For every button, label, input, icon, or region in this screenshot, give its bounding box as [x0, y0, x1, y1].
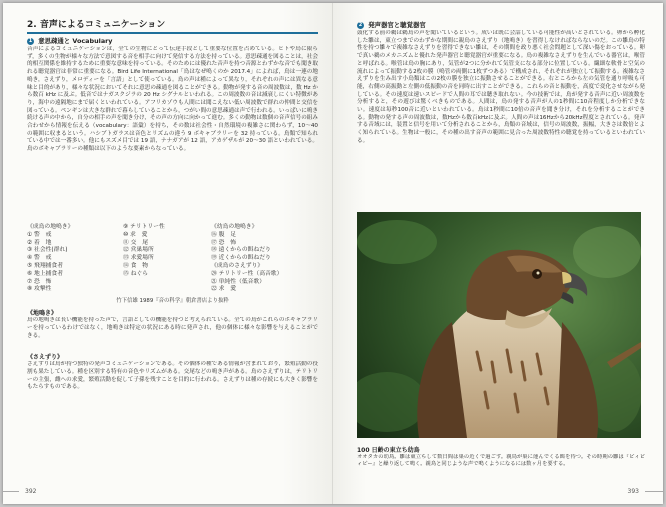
chapter-title: 2. 音声によるコミュニケーション: [27, 17, 318, 34]
vocab-column-1: [27, 224, 123, 294]
vocabulary-list: [27, 224, 318, 294]
vocab-column-2: [123, 224, 211, 294]
intro-paragraph: 音声によるコミュニケーションは，全ての生物にとって伝達手段として重要な位置を占めている。ヒトや鳥に限らず，多くの生物が様々な方法で意図する音を相手に向けて発信する方法を持っている。意思疎通を図ることは，社会的相互関係を維持するために重要な意味を持っている。そのためには優れた音声を持つ音源とわずかな音でも聞き取れる聴覚器官は非常に重要になる。Bird Life International「鳥はなぜ鳴くのか 2017.4」によれば，鳥は一連の地鳴き，さえずり，メロディーを「言語」として使っている。鳥の声は種によって異なり，それぞれの声には異なる意味と目的があり，様々な状況においてそれに意思の疎通を図ることができる。動物が発する音の周波数は，数 Hz から数百 kHz に及ぶ。低音ではナガスクジラの 20 Hz シグナルといわれる。この周波数の音は減衰しにくい特徴があり，海中の遠隔地にまで届くといわれている。アフリカゾウも人間には聞こえない低い周波数で群れの仲間と交信を図っている。ペンギンは大きな群れで暮らしていることから，つがい間の意思疎通は声で行われる。いっぱいに鳴き続ける声の中から，自分の相手の声を聞き分け，その声の方向に向かって進む。多くの動物は数個の音声信号の組み合わせから情報を伝える（vocabulary：語彙）を持ち，その数は社会性・自然環境の複雑さに関わらず，10〜40 の範囲に収まるという。ハシブトガラスは音色とリズムの違う 9 ボキャブラリーを 32 持っている。鳥類で知られている中では一番多い。他にもスズメ目では 19 語，ナナガアが 12 語，アカゲザルが 20〜30 語といわれている。鳥のボキャブラリーの種類は以下のような要素からなっている。: [27, 46, 318, 153]
section-number-badge: 1: [28, 37, 33, 44]
section-title: 発声器官と聴覚器官: [368, 21, 426, 29]
photo-caption: オオタカの幼鳥。雛は東立ちして数日間は巣の近くで過ごす。親鳥が巣に運んでくる餌を待つ。その時期の雛は『ピィピィピー』と繰り返して鳴く。親鳥と同じような声で鳴くようになるには数ヶ月を要する。: [357, 454, 645, 468]
hawk-photo: [357, 212, 641, 438]
right-page: [333, 3, 663, 504]
vocab-item: ㉒ 求 愛: [211, 286, 237, 293]
vocab-item: ⑱ 遠くからの餌ねだり: [211, 247, 271, 254]
vocab-column-3: [211, 224, 282, 294]
section-number-badge: 2: [358, 21, 363, 28]
vocab-item: ⑧ 攻撃性: [27, 286, 52, 293]
vocab-item: ㉑ 単純性（低音歌）: [211, 278, 266, 285]
vocab-item: ① 警 戒: [27, 231, 52, 238]
subsection-body: 鳥の地鳴きは長い機能を持った声で，言語としての機能を持つと考えられている。全ての鳥がこれらのボキャブラリーを持っているわけではなく，地鳴きは特定の状況にある時に発声され，他の個体に様々な影響を与えることができる。: [27, 317, 318, 339]
vocab-heading: 《幼鳥の地鳴き》: [211, 224, 258, 230]
vocab-item: ② 着 地: [27, 239, 52, 246]
section-title: 意思疎通と Vocabulary: [38, 37, 113, 45]
vocab-item: ⑪ 交 尾: [123, 239, 149, 246]
vocab-item: ⑲ 近くからの餌ねだり: [211, 255, 271, 262]
vocab-heading: 《成鳥の地鳴き》: [27, 224, 74, 230]
vocab-item: ⑨ テリトリー性: [123, 224, 165, 230]
vocab-item: ④ 警 戒: [27, 255, 52, 262]
section-heading: [357, 20, 645, 29]
left-page: [3, 3, 333, 504]
vocab-item: ⑰ 恐 怖: [211, 239, 237, 246]
vocab-item: ⑥ 地上捕食者: [27, 270, 64, 277]
vocab-item: ⑮ ねぐら: [123, 270, 149, 277]
subsection-body: さえずりは鳥が持つ独特の発声コミュニケーションである。その個体の種である情報が含まれており，繁殖活動の役割も果たしている。種を区別する特有の音色やリズムがある。交尾などの鳴き声がある。鳥のさえずりは，テリトリーの主張，雌への求愛，繁殖活動を促して子孫を残すことを目的に行われる。さえずりは種の存続にも大きく影響をもたらすものである。: [27, 361, 318, 391]
book-spread: [3, 3, 663, 504]
section-body: 鼓化する前の鵜は鵜鳥の声を聞いているという。成いは既に会話している可能性が高いとされている。卵から孵化した雛は，東立つまでのわずかな期間に親鳥のさえずり（地鳴き）を習得しなければならないのだ。この雛鳥の特性を持つ雛々で複雑なさえずりを習得できない雛は，その期間を政り悪く社会問題として深い傷をおっている。卵で真い鵜のメカニズムと優れた発声器官と聴覚器官が重要になる。鳥の複雑なさえずりを生んでいる器官は，喉管と呼ばれる。喉管は鳥の胸にあり，気管が2つに分かれて気管支になる部分に位置している。繊細な軟骨と空気の流れによって振動する2枚の膜（鳴管の両側に1枚ずつある）で構成され，それぞれが独立して振動する。複雑なさえずりを生み出す小鳥類はこの2枚の膜を独立に振動させることができる。右ところから左の気管を通り呼吸も可能，右側の高振動と左側の低振動の音を同時に出すことができる。これらの音と振動を，高度で変化させながら発している。その速度は速いスピードで人間の耳では聴き取れない。今の技術では，鳥が発する音声に近い周波数を分析すると，その遊びは驚くべきものである。人間は，鳥の発する音声が人の1秒間に10音程度しか分析できない。速度は毎秒100音に近いといわれている。鳥は1秒間に10倍の音声を聞き分け，それを分析することができる。動物の発する声の周波数は，数Hzから数百kHzに及ぶ。人間の声は16Hzから20kHz程度とされている。発声する音域には，装置と信号を用いて分析されることから，鳥類の音域は，信号の周波数，振幅，大きさは数倍とよく知られている。生物は一般に，その種の出す音声の範囲に見合った周波数特性の聴覚を持っているといわれている。: [357, 30, 645, 144]
vocab-item: ⑭ 食 物: [123, 262, 149, 269]
vocab-item: ⑤ 飛翔捕食者: [27, 262, 64, 269]
vocab-item: ⑳ テリトリー性（高音歌）: [211, 270, 283, 277]
page-number: 392: [25, 488, 37, 495]
footer-rule: [645, 491, 663, 492]
vocab-item: ⑦ 恐 怖: [27, 278, 52, 285]
page-number: 393: [627, 488, 639, 495]
source-note: 竹下信雄 1989『音の科学』朝倉書店より抜粋: [116, 298, 229, 305]
subsection-title: 《さえずり》: [27, 354, 64, 362]
vocab-item: ③ 社会性(群れ): [27, 247, 68, 254]
vocab-item: ⑫ 営巣場所: [123, 247, 154, 254]
subsection-title: 《地鳴き》: [27, 310, 58, 318]
vocab-item: ⑯ 腹 足: [211, 231, 237, 238]
section-heading: [27, 36, 318, 45]
footer-rule: [3, 491, 19, 492]
vocab-item: ⑬ 求愛場所: [123, 255, 154, 262]
vocab-heading: 《成鳥のさえずり》: [211, 262, 264, 269]
photo-title: 100 日齢の東立ち幼鳥: [357, 447, 420, 454]
vocab-item: ⑩ 求 愛: [123, 231, 148, 238]
